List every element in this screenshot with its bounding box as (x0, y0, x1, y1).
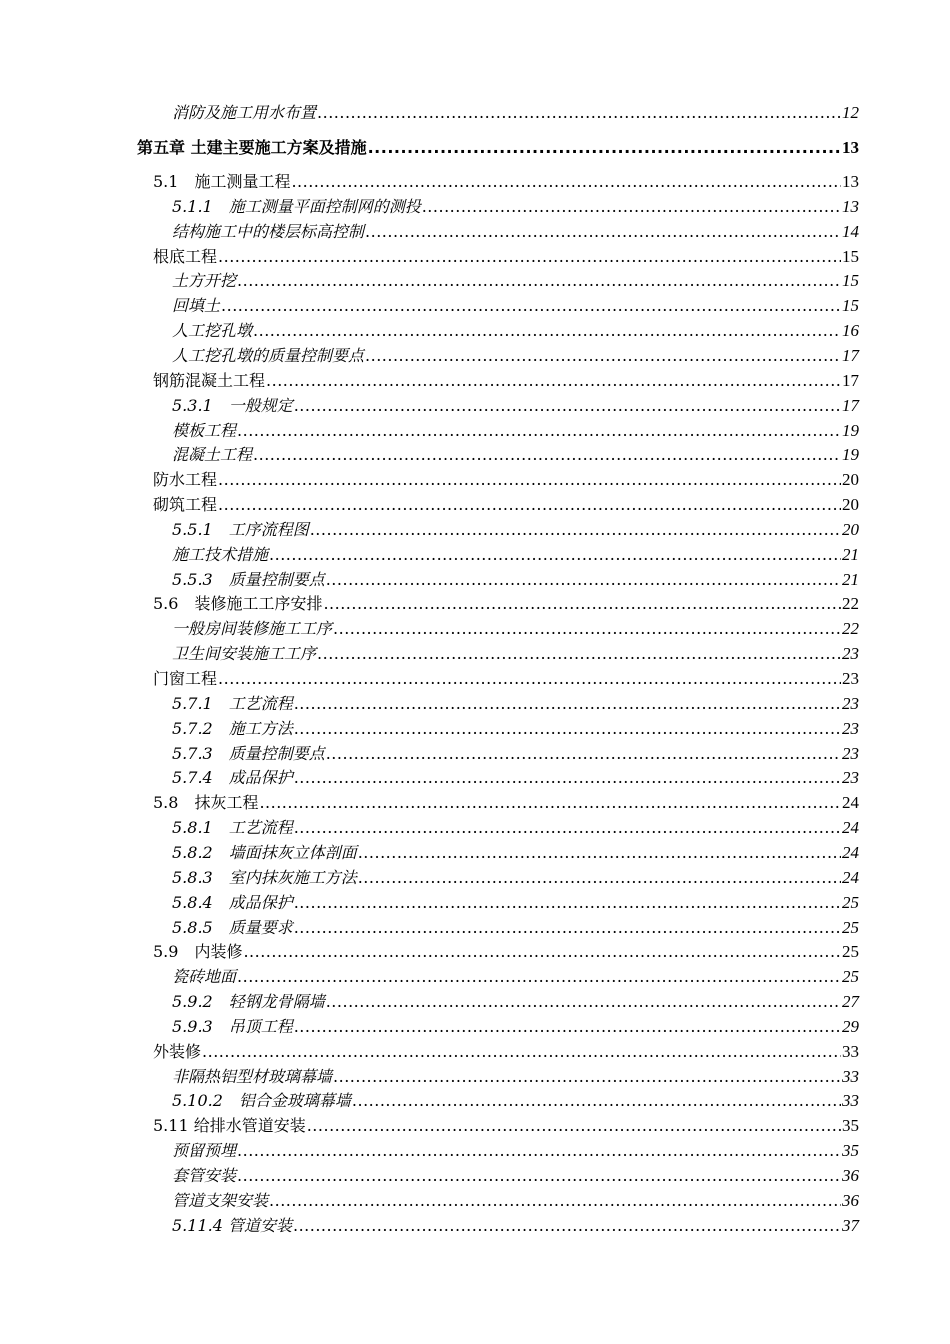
toc-page-number: 22 (842, 594, 859, 613)
toc-dot-leader (294, 693, 841, 715)
toc-entry-label: 砌筑工程 (153, 495, 218, 514)
toc-dot-leader (237, 966, 841, 988)
toc-page-number: 19 (842, 421, 859, 440)
toc-entry[interactable] (172, 420, 859, 442)
toc-dot-leader (291, 171, 841, 193)
toc-entry-label: 5.5.3 质量控制要点 (172, 570, 325, 589)
toc-entry-label: 5.6 装修施工工序安排 (153, 594, 323, 613)
toc-entry-label: 5.7.2 施工方法 (172, 719, 293, 738)
toc-entry-label: 5.5.1 工序流程图 (172, 520, 309, 539)
toc-entry-label: 根底工程 (153, 247, 218, 266)
toc-entry[interactable] (172, 892, 859, 914)
toc-dot-leader (253, 444, 841, 466)
toc-dot-leader (237, 1140, 841, 1162)
toc-page-number: 23 (842, 644, 859, 663)
toc-page-number: 13 (842, 172, 859, 191)
toc-dot-leader (253, 320, 841, 342)
toc-entry[interactable] (172, 196, 859, 218)
toc-page-number: 23 (842, 744, 859, 763)
toc-page-number: 17 (842, 346, 859, 365)
toc-dot-leader (218, 469, 841, 491)
toc-entry[interactable] (172, 917, 859, 939)
toc-dot-leader (358, 867, 841, 889)
toc-dot-leader (294, 892, 841, 914)
toc-page-number: 20 (842, 495, 859, 514)
toc-page-number: 24 (842, 818, 859, 837)
toc-dot-leader (326, 743, 841, 765)
toc-page-number: 25 (842, 967, 859, 986)
toc-entry[interactable] (172, 1066, 859, 1088)
toc-page-number: 23 (842, 768, 859, 787)
toc-entry[interactable] (172, 1190, 859, 1212)
toc-entry[interactable] (172, 345, 859, 367)
toc-page-number: 20 (842, 520, 859, 539)
toc-dot-leader (218, 494, 841, 516)
toc-dot-leader (317, 102, 841, 124)
toc-entry-label: 5.7.3 质量控制要点 (172, 744, 325, 763)
toc-page-number: 35 (842, 1116, 859, 1135)
toc-page-number: 25 (842, 918, 859, 937)
toc-dot-leader (422, 196, 841, 218)
toc-page-number: 23 (842, 719, 859, 738)
toc-dot-leader (259, 792, 841, 814)
toc-entry-label: 管道支架安装 (172, 1191, 269, 1210)
toc-page-number: 19 (842, 445, 859, 464)
toc-entry-label: 5.8.1 工艺流程 (172, 818, 293, 837)
toc-entry[interactable] (153, 494, 859, 516)
toc-dot-leader (323, 593, 841, 615)
toc-entry[interactable] (172, 221, 859, 243)
toc-entry[interactable] (172, 1215, 859, 1237)
toc-dot-leader (333, 618, 841, 640)
toc-dot-leader (293, 1215, 841, 1237)
toc-dot-leader (237, 270, 841, 292)
toc-page-number: 16 (842, 321, 859, 340)
toc-page-number: 14 (842, 222, 859, 241)
toc-entry-label: 人工挖孔墩 (172, 321, 253, 340)
toc-page-number: 36 (842, 1191, 859, 1210)
toc-entry-label: 5.9 内装修 (153, 942, 243, 961)
toc-entry-label: 防水工程 (153, 470, 218, 489)
toc-entry[interactable] (172, 693, 859, 715)
toc-entry-label: 非隔热铝型材玻璃幕墙 (172, 1067, 333, 1086)
toc-dot-leader (237, 420, 841, 442)
toc-dot-leader (294, 1016, 841, 1038)
toc-entry-label: 卫生间安装施工工序 (172, 644, 317, 663)
toc-dot-leader (294, 917, 841, 939)
toc-page-number: 15 (842, 247, 859, 266)
toc-entry[interactable] (172, 643, 859, 665)
toc-dot-leader (326, 569, 841, 591)
toc-entry[interactable] (172, 1165, 859, 1187)
toc-entry[interactable] (153, 469, 859, 491)
toc-dot-leader (310, 519, 841, 541)
toc-dot-leader (358, 842, 841, 864)
toc-page-number: 24 (842, 868, 859, 887)
toc-page-number: 33 (842, 1091, 859, 1110)
toc-entry-label: 5.3.1 一般规定 (172, 396, 293, 415)
toc-dot-leader (218, 246, 841, 268)
toc-entry-label: 预留预埋 (172, 1141, 237, 1160)
toc-page-number: 17 (842, 396, 859, 415)
toc-entry-label: 5.7.1 工艺流程 (172, 694, 293, 713)
toc-entry-label: 5.10.2 铝合金玻璃幕墙 (172, 1091, 351, 1110)
toc-entry[interactable] (172, 270, 859, 292)
toc-page-number: 20 (842, 470, 859, 489)
toc-entry-label: 5.8.3 室内抹灰施工方法 (172, 868, 357, 887)
toc-page-number: 37 (842, 1216, 859, 1235)
toc-entry[interactable] (172, 395, 859, 417)
toc-dot-leader (294, 817, 841, 839)
toc-entry[interactable] (153, 246, 859, 268)
toc-entry[interactable] (172, 718, 859, 740)
toc-entry-label: 5.9.3 吊顶工程 (172, 1017, 293, 1036)
toc-dot-leader (243, 941, 841, 963)
toc-entry-label: 套管安装 (172, 1166, 237, 1185)
toc-entry[interactable] (172, 295, 859, 317)
toc-entry-label: 瓷砖地面 (172, 967, 237, 986)
toc-entry-label: 5.1 施工测量工程 (153, 172, 291, 191)
toc-entry-label: 5.7.4 成品保护 (172, 768, 293, 787)
toc-entry[interactable] (153, 370, 859, 392)
toc-dot-leader (269, 1190, 841, 1212)
toc-entry[interactable] (172, 1140, 859, 1162)
toc-dot-leader (333, 1066, 841, 1088)
toc-entry-label: 5.8.2 墙面抹灰立体剖面 (172, 843, 357, 862)
toc-entry[interactable] (153, 792, 859, 814)
toc-dot-leader (365, 345, 841, 367)
toc-entry-label: 回填土 (172, 296, 221, 315)
toc-page-number: 21 (842, 570, 859, 589)
toc-chapter-entry[interactable] (137, 137, 859, 159)
toc-entry[interactable] (172, 817, 859, 839)
toc-page-number: 33 (842, 1067, 859, 1086)
toc-entry[interactable] (172, 544, 859, 566)
toc-page-number: 36 (842, 1166, 859, 1185)
toc-entry-label: 5.8.4 成品保护 (172, 893, 293, 912)
toc-dot-leader (368, 137, 841, 159)
toc-page-number: 12 (842, 103, 859, 122)
toc-dot-leader (294, 767, 841, 789)
toc-page-number: 23 (842, 694, 859, 713)
toc-entry[interactable] (172, 102, 859, 124)
toc-entry[interactable] (172, 618, 859, 640)
toc-page-number: 21 (842, 545, 859, 564)
toc-page-number: 17 (842, 371, 859, 390)
toc-entry[interactable] (153, 941, 859, 963)
toc-entry-label: 5.11.4 管道安装 (172, 1216, 292, 1235)
toc-page-number: 24 (842, 843, 859, 862)
toc-dot-leader (237, 1165, 841, 1187)
toc-entry[interactable] (172, 767, 859, 789)
toc-dot-leader (218, 668, 841, 690)
toc-page-number: 13 (842, 197, 859, 216)
toc-page-number: 25 (842, 893, 859, 912)
toc-entry[interactable] (172, 867, 859, 889)
toc-dot-leader (269, 544, 841, 566)
toc-entry-label: 施工技术措施 (172, 545, 269, 564)
toc-dot-leader (326, 991, 841, 1013)
toc-entry-label: 人工挖孔墩的质量控制要点 (172, 346, 365, 365)
toc-page-number: 13 (842, 138, 859, 157)
toc-entry[interactable] (172, 743, 859, 765)
toc-entry-label: 5.1.1 施工测量平面控制网的测投 (172, 197, 421, 216)
toc-dot-leader (266, 370, 841, 392)
toc-entry-label: 5.9.2 轻钢龙骨隔墙 (172, 992, 325, 1011)
toc-dot-leader (221, 295, 841, 317)
toc-entry[interactable] (172, 569, 859, 591)
toc-dot-leader (365, 221, 841, 243)
toc-entry-label: 模板工程 (172, 421, 237, 440)
toc-page-number: 33 (842, 1042, 859, 1061)
toc-entry-label: 结构施工中的楼层标高控制 (172, 222, 365, 241)
toc-entry[interactable] (153, 593, 859, 615)
toc-entry-label: 第五章 土建主要施工方案及措施 (137, 138, 367, 157)
toc-entry[interactable] (153, 1115, 859, 1137)
toc-dot-leader (294, 718, 841, 740)
toc-page-number: 25 (842, 942, 859, 961)
toc-dot-leader (352, 1090, 841, 1112)
toc-page-number: 22 (842, 619, 859, 638)
toc-entry-label: 钢筋混凝土工程 (153, 371, 266, 390)
toc-entry-label: 5.8 抹灰工程 (153, 793, 259, 812)
toc-entry[interactable] (153, 171, 859, 193)
toc-page-number: 24 (842, 793, 859, 812)
toc-entry[interactable] (153, 1041, 859, 1063)
toc-entry-label: 5.8.5 质量要求 (172, 918, 293, 937)
toc-entry[interactable] (172, 1090, 859, 1112)
toc-entry-label: 5.11 给排水管道安装 (153, 1116, 306, 1135)
toc-entry-label: 门窗工程 (153, 669, 218, 688)
toc-entry-label: 混凝土工程 (172, 445, 253, 464)
toc-entry[interactable] (172, 991, 859, 1013)
toc-dot-leader (202, 1041, 841, 1063)
toc-page-number: 29 (842, 1017, 859, 1036)
toc-entry[interactable] (172, 842, 859, 864)
toc-dot-leader (317, 643, 841, 665)
toc-entry-label: 消防及施工用水布置 (172, 103, 317, 122)
toc-entry-label: 一般房间装修施工工序 (172, 619, 333, 638)
toc-page-number: 35 (842, 1141, 859, 1160)
toc-entry-label: 土方开挖 (172, 271, 237, 290)
toc-dot-leader (307, 1115, 841, 1137)
toc-entry-label: 外装修 (153, 1042, 202, 1061)
toc-entry[interactable] (172, 444, 859, 466)
toc-page-number: 27 (842, 992, 859, 1011)
toc-entry[interactable] (172, 966, 859, 988)
toc-entry[interactable] (172, 320, 859, 342)
toc-entry[interactable] (172, 519, 859, 541)
toc-entry[interactable] (153, 668, 859, 690)
toc-dot-leader (294, 395, 841, 417)
toc-entry[interactable] (172, 1016, 859, 1038)
toc-page-number: 15 (842, 271, 859, 290)
toc-page-number: 15 (842, 296, 859, 315)
toc-page-number: 23 (842, 669, 859, 688)
